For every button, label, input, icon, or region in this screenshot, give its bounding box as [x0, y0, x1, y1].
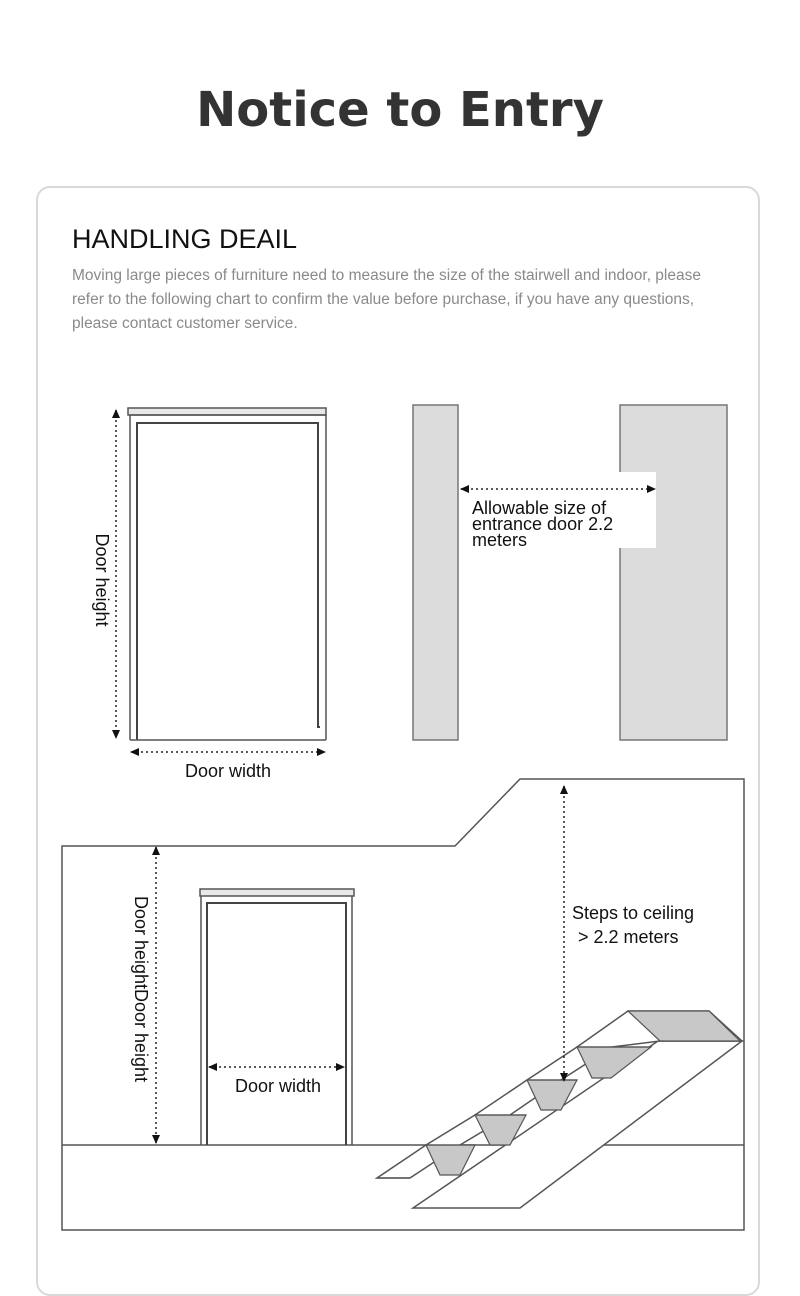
door-lintel: [128, 408, 326, 415]
entrance-label-line2: entrance door 2.2: [472, 514, 614, 534]
ceiling-label-line1: Steps to ceiling: [572, 903, 695, 923]
section-title: HANDLING DEAIL: [72, 224, 298, 254]
stair-diagram: [62, 779, 744, 1230]
entrance-diagram: [413, 405, 727, 740]
room-door-lintel: [200, 889, 354, 896]
room-door-panel: [207, 903, 346, 1145]
entrance-label-line3: meters: [472, 530, 528, 550]
section-description: Moving large pieces of furniture need to measure the size of the stairwell and indoor, please refer to the following chart to confirm the value before purchase, if you have any questions, please contact customer service.: [72, 267, 701, 332]
door-frame: [130, 415, 326, 740]
left-wall: [413, 405, 458, 740]
entrance-label-line1: Allowable size of: [472, 498, 607, 518]
room-door-width-label: Door width: [234, 1076, 322, 1096]
door-width-label: Door width: [184, 761, 272, 781]
door-diagram: [92, 408, 326, 781]
ceiling-label-line2: > 2.2 meters: [578, 927, 679, 947]
room-door-frame: [201, 896, 352, 1145]
page-title: Notice to Entry: [196, 82, 604, 138]
right-wall: [620, 405, 727, 740]
room-door-height-label: Door heightDoor height: [131, 895, 151, 1083]
door-panel: [137, 423, 320, 740]
door-height-label: Door height: [92, 533, 112, 627]
